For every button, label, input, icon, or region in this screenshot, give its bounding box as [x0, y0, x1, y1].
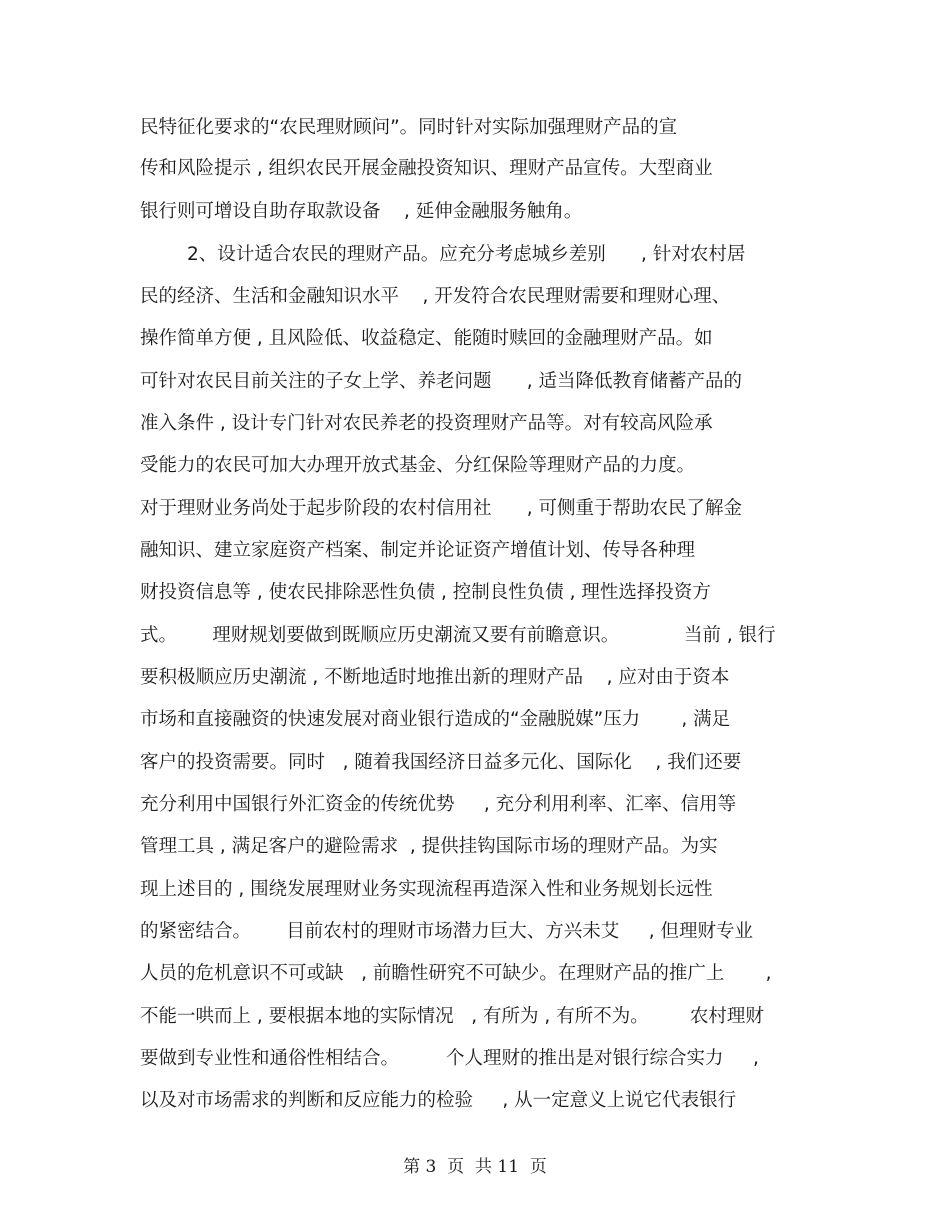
- text-line: 市场和直接融资的快速发展对商业银行造成的“金融脱媒”压力 , 满足: [140, 709, 731, 730]
- text-line: 融知识、建立家庭资产档案、制定并论证资产增值计划、传导各种理: [140, 540, 696, 561]
- text-line: 不能一哄而上 , 要根据本地的实际情况 , 有所为 , 有所不为。 农村理财: [140, 1006, 764, 1027]
- text-line: 现上述目的 , 围绕发展理财业务实现流程再造深入性和业务规划长远性: [140, 879, 713, 900]
- text-line: 银行则可增设自助存取款设备 , 延伸金融服务触角。: [140, 201, 583, 222]
- text-line: 民特征化要求的“农民理财顾问”。同时针对实际加强理财产品的宣: [140, 117, 678, 138]
- text-line: 准入条件 , 设计专门针对农民养老的投资理财产品等。对有较高风险承: [140, 413, 713, 434]
- text-line: 民的经济、生活和金融知识水平 , 开发符合农民理财需要和理财心理、: [140, 286, 731, 307]
- text-line: 以及对市场需求的判断和反应能力的检验 , 从一定意义上说它代表银行: [140, 1090, 737, 1111]
- text-line: 操作简单方便 , 且风险低、收益稳定、能随时赎回的金融理财产品。如: [140, 328, 713, 349]
- text-line: 充分利用中国银行外汇资金的传统优势 , 充分利用利率、汇率、信用等: [140, 794, 737, 815]
- text-line: 客户的投资需要。同时 , 随着我国经济日益多元化、国际化 , 我们还要: [140, 752, 742, 773]
- text-line: 式。 理财规划要做到既顺应历史潮流又要有前瞻意识。 当前 , 银行: [140, 625, 776, 646]
- page-number-footer: 第 3 页 共 11 页: [403, 1157, 547, 1177]
- text-line: 人员的危机意识不可或缺 , 前瞻性研究不可缺少。在理财产品的推广上 ,: [140, 963, 772, 984]
- text-line: 管理工具 , 满足客户的避险需求 , 提供挂钩国际市场的理财产品。为实: [140, 836, 718, 857]
- text-line: 的紧密结合。 目前农村的理财市场潜力巨大、方兴未艾 , 但理财专业: [140, 921, 753, 942]
- text-line: 可针对农民目前关注的子女上学、养老问题 , 适当降低教育储蓄产品的: [140, 371, 743, 392]
- text-line: 传和风险提示 , 组织农民开展金融投资知识、理财产品宣传。大型商业: [140, 158, 713, 179]
- text-line: 2、设计适合农民的理财产品。应充分考虑城乡差别 , 针对农村居: [187, 244, 746, 265]
- text-line: 要积极顺应历史潮流 , 不断地适时地推出新的理财产品 , 应对由于资本: [140, 667, 730, 688]
- text-line: 对于理财业务尚处于起步阶段的农村信用社 , 可侧重于帮助农民了解金: [140, 498, 743, 519]
- text-line: 要做到专业性和通俗性相结合。 个人理财的推出是对银行综合实力 ,: [140, 1048, 759, 1069]
- text-line: 受能力的农民可加大办理开放式基金、分红保险等理财产品的力度。: [140, 455, 696, 476]
- text-line: 财投资信息等 , 使农民排除恶性负债 , 控制良性负债 , 理性选择投资方: [140, 582, 711, 603]
